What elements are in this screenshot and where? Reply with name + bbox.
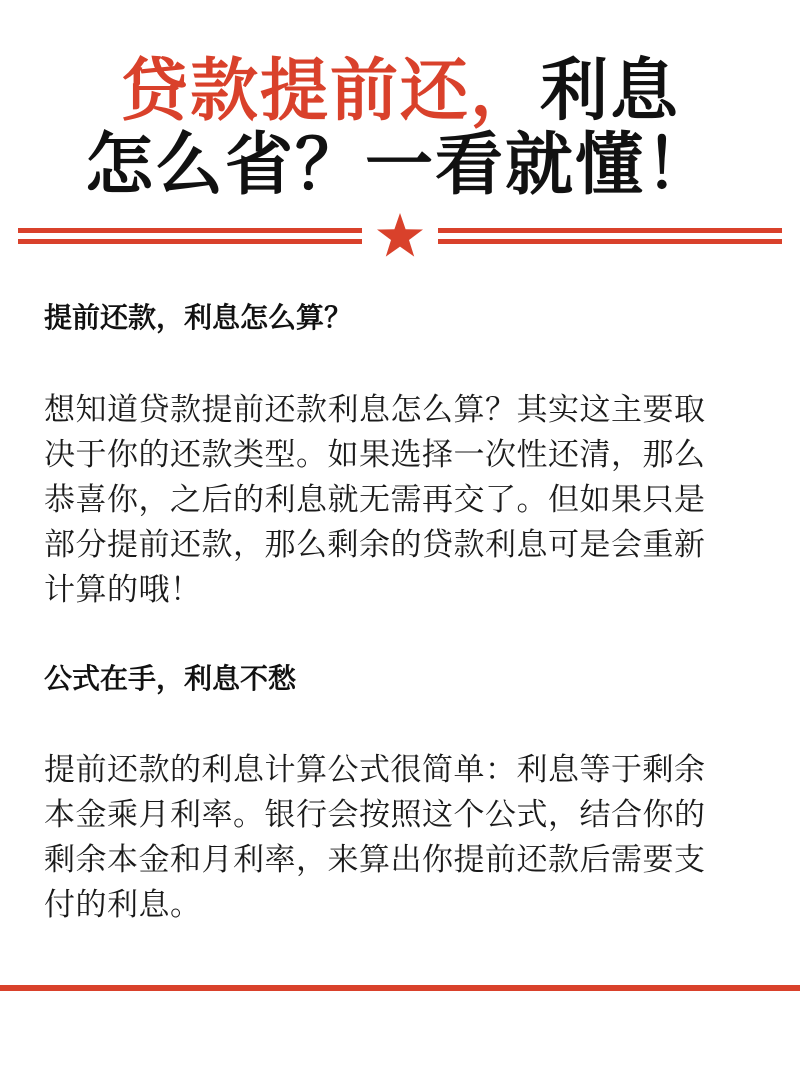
star-icon — [376, 212, 424, 258]
section-paragraph-1 — [44, 388, 760, 613]
paragraph-line: 本金乘月利率。银行会按照这个公式，结合你的 — [44, 797, 706, 833]
title-divider — [18, 212, 782, 258]
paragraph-line: 恭喜你，之后的利息就无需再交了。但如果只是 — [44, 482, 706, 518]
section-paragraph-2 — [44, 748, 760, 928]
section-heading-1: 提前还款，利息怎么算？ — [44, 301, 353, 334]
paragraph-line: 决于你的还款类型。如果选择一次性还清，那么 — [44, 437, 706, 473]
divider-rule-right-top — [438, 228, 782, 233]
divider-rule-right-bottom — [438, 239, 782, 244]
paragraph-line: 部分提前还款，那么剩余的贷款利息可是会重新 — [44, 527, 706, 563]
page-title-line-1 — [0, 52, 800, 130]
paragraph-line: 剩余本金和月利率，来算出你提前还款后需要支 — [44, 842, 706, 878]
paragraph-line: 计算的哦！ — [44, 572, 202, 608]
paragraph-line: 提前还款的利息计算公式很简单：利息等于剩余 — [44, 752, 706, 788]
title-highlight: 贷款提前还， — [119, 51, 540, 131]
bottom-divider — [0, 985, 800, 991]
section-heading-2: 公式在手，利息不愁 — [44, 662, 297, 695]
divider-rule-left-top — [18, 228, 362, 233]
paragraph-line: 付的利息。 — [44, 887, 202, 923]
paragraph-line: 想知道贷款提前还款利息怎么算？其实这主要取 — [44, 392, 706, 428]
page-title-line-2: 怎么省？一看就懂！ — [84, 125, 715, 205]
divider-rule-left-bottom — [18, 239, 362, 244]
title-text: 利息 — [540, 51, 681, 131]
